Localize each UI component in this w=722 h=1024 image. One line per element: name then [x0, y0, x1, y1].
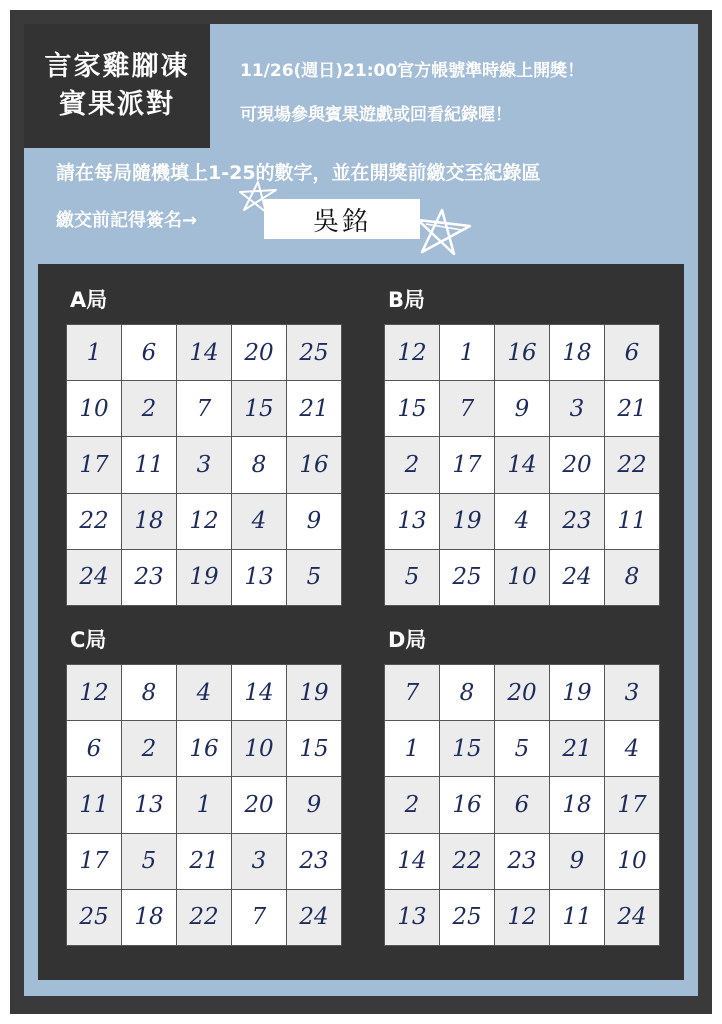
- bingo-cell[interactable]: 21: [605, 381, 659, 436]
- bingo-cell[interactable]: 1: [440, 325, 494, 380]
- bingo-cell[interactable]: 8: [605, 550, 659, 605]
- announcement-line-1: 11/26(週日)21:00官方帳號準時線上開獎！: [240, 61, 585, 81]
- bingo-cell[interactable]: 25: [287, 325, 341, 380]
- bingo-cell[interactable]: 21: [177, 834, 231, 889]
- bingo-cell[interactable]: 1: [177, 777, 231, 832]
- bingo-cell[interactable]: 11: [67, 777, 121, 832]
- signature-name: 吳銘: [312, 206, 371, 237]
- signature-field[interactable]: [264, 199, 420, 239]
- bingo-cell[interactable]: 11: [122, 437, 176, 492]
- bingo-cell[interactable]: 4: [232, 494, 286, 549]
- bingo-cell[interactable]: 24: [287, 890, 341, 945]
- bingo-cell[interactable]: 21: [287, 381, 341, 436]
- title-box: [24, 24, 210, 148]
- bingo-cell[interactable]: 4: [605, 721, 659, 776]
- bingo-cell[interactable]: 12: [67, 665, 121, 720]
- bingo-cell[interactable]: 5: [385, 550, 439, 605]
- bingo-cell[interactable]: 2: [122, 721, 176, 776]
- bingo-cell[interactable]: 14: [495, 437, 549, 492]
- bingo-cell[interactable]: 10: [495, 550, 549, 605]
- bingo-cell[interactable]: 6: [495, 777, 549, 832]
- bingo-cell[interactable]: 25: [67, 890, 121, 945]
- bingo-cell[interactable]: 4: [177, 665, 231, 720]
- bingo-cell[interactable]: 16: [177, 721, 231, 776]
- bingo-cell[interactable]: 15: [385, 381, 439, 436]
- bingo-cell[interactable]: 25: [440, 890, 494, 945]
- bingo-cell[interactable]: 12: [177, 494, 231, 549]
- bingo-cell[interactable]: 13: [232, 550, 286, 605]
- bingo-cell[interactable]: 15: [287, 721, 341, 776]
- bingo-cell[interactable]: 12: [385, 325, 439, 380]
- bingo-cell[interactable]: 5: [287, 550, 341, 605]
- bingo-board-c: [66, 664, 342, 946]
- bingo-cell[interactable]: 23: [495, 834, 549, 889]
- bingo-cell[interactable]: 6: [122, 325, 176, 380]
- bingo-cell[interactable]: 13: [385, 890, 439, 945]
- bingo-cell[interactable]: 7: [177, 381, 231, 436]
- bingo-cell[interactable]: 2: [385, 437, 439, 492]
- bingo-cell[interactable]: 22: [177, 890, 231, 945]
- bingo-cell[interactable]: 21: [550, 721, 604, 776]
- bingo-cell[interactable]: 2: [385, 777, 439, 832]
- star-doodle-large-icon: [412, 206, 474, 260]
- bingo-cell[interactable]: 3: [605, 665, 659, 720]
- round-label-b: B局: [388, 288, 426, 312]
- star-doodle-small-icon: [236, 180, 280, 216]
- bingo-cell[interactable]: 16: [287, 437, 341, 492]
- bingo-cell[interactable]: 3: [177, 437, 231, 492]
- bingo-cell[interactable]: 10: [232, 721, 286, 776]
- bingo-cell[interactable]: 25: [440, 550, 494, 605]
- bingo-cell[interactable]: 11: [605, 494, 659, 549]
- bingo-cell[interactable]: 19: [440, 494, 494, 549]
- announcement-line-2: 可現場參與賓果遊戲或回看紀錄喔！: [240, 105, 512, 125]
- bingo-cell[interactable]: 22: [67, 494, 121, 549]
- bingo-cell[interactable]: 10: [605, 834, 659, 889]
- bingo-cell[interactable]: 8: [122, 665, 176, 720]
- bingo-cell[interactable]: 17: [605, 777, 659, 832]
- bingo-cell[interactable]: 18: [550, 325, 604, 380]
- bingo-cell[interactable]: 14: [232, 665, 286, 720]
- bingo-cell[interactable]: 13: [385, 494, 439, 549]
- bingo-cell[interactable]: 15: [232, 381, 286, 436]
- bingo-cell[interactable]: 4: [495, 494, 549, 549]
- bingo-cell[interactable]: 23: [122, 550, 176, 605]
- bingo-cell[interactable]: 24: [550, 550, 604, 605]
- bingo-cell[interactable]: 23: [287, 834, 341, 889]
- bingo-cell[interactable]: 14: [385, 834, 439, 889]
- bingo-cell[interactable]: 16: [495, 325, 549, 380]
- bingo-cell[interactable]: 8: [232, 437, 286, 492]
- bingo-cell[interactable]: 22: [440, 834, 494, 889]
- bingo-cell[interactable]: 20: [232, 325, 286, 380]
- bingo-cell[interactable]: 9: [550, 834, 604, 889]
- bingo-board-d: [384, 664, 660, 946]
- bingo-cell[interactable]: 18: [122, 890, 176, 945]
- bingo-cell[interactable]: 20: [550, 437, 604, 492]
- bingo-cell[interactable]: 24: [67, 550, 121, 605]
- bingo-cell[interactable]: 3: [232, 834, 286, 889]
- round-label-c: C局: [70, 628, 107, 652]
- bingo-cell[interactable]: 12: [495, 890, 549, 945]
- bingo-cell[interactable]: 9: [495, 381, 549, 436]
- bingo-cell[interactable]: 5: [122, 834, 176, 889]
- bingo-cell[interactable]: 20: [232, 777, 286, 832]
- bingo-cell[interactable]: 1: [67, 325, 121, 380]
- title-line-2: 賓果派對: [59, 89, 175, 120]
- bingo-cell[interactable]: 5: [495, 721, 549, 776]
- bingo-cell[interactable]: 17: [67, 834, 121, 889]
- round-label-a: A局: [70, 288, 108, 312]
- bingo-cell[interactable]: 8: [440, 665, 494, 720]
- bingo-cell[interactable]: 18: [122, 494, 176, 549]
- bingo-cell[interactable]: 6: [67, 721, 121, 776]
- signature-label: 繳交前記得簽名→: [56, 210, 198, 231]
- bingo-cell[interactable]: 10: [67, 381, 121, 436]
- bingo-cell[interactable]: 18: [550, 777, 604, 832]
- bingo-cell[interactable]: 3: [550, 381, 604, 436]
- bingo-cell[interactable]: 19: [287, 665, 341, 720]
- bingo-cell[interactable]: 14: [177, 325, 231, 380]
- bingo-cell[interactable]: 6: [605, 325, 659, 380]
- bingo-board-b: [384, 324, 660, 606]
- bingo-cell[interactable]: 23: [550, 494, 604, 549]
- bingo-board-a: [66, 324, 342, 606]
- bingo-cell[interactable]: 24: [605, 890, 659, 945]
- bingo-cell[interactable]: 7: [440, 381, 494, 436]
- bingo-cell[interactable]: 2: [122, 381, 176, 436]
- bingo-cell[interactable]: 19: [550, 665, 604, 720]
- round-label-d: D局: [388, 628, 427, 652]
- bingo-cell[interactable]: 17: [67, 437, 121, 492]
- bingo-cell[interactable]: 9: [287, 777, 341, 832]
- bingo-cell[interactable]: 13: [122, 777, 176, 832]
- bingo-cell[interactable]: 7: [385, 665, 439, 720]
- bingo-cell[interactable]: 11: [550, 890, 604, 945]
- bingo-cell[interactable]: 7: [232, 890, 286, 945]
- bingo-cell[interactable]: 20: [495, 665, 549, 720]
- title-line-1: 言家雞腳凍: [44, 51, 190, 82]
- bingo-cell[interactable]: 16: [440, 777, 494, 832]
- bingo-cell[interactable]: 22: [605, 437, 659, 492]
- bingo-cell[interactable]: 1: [385, 721, 439, 776]
- bingo-cell[interactable]: 15: [440, 721, 494, 776]
- game-boards-panel: [38, 264, 684, 980]
- bingo-cell[interactable]: 9: [287, 494, 341, 549]
- bingo-cell[interactable]: 17: [440, 437, 494, 492]
- bingo-cell[interactable]: 19: [177, 550, 231, 605]
- instruction-text: 請在每局隨機填上1-25的數字，並在開獎前繳交至紀錄區: [56, 162, 541, 184]
